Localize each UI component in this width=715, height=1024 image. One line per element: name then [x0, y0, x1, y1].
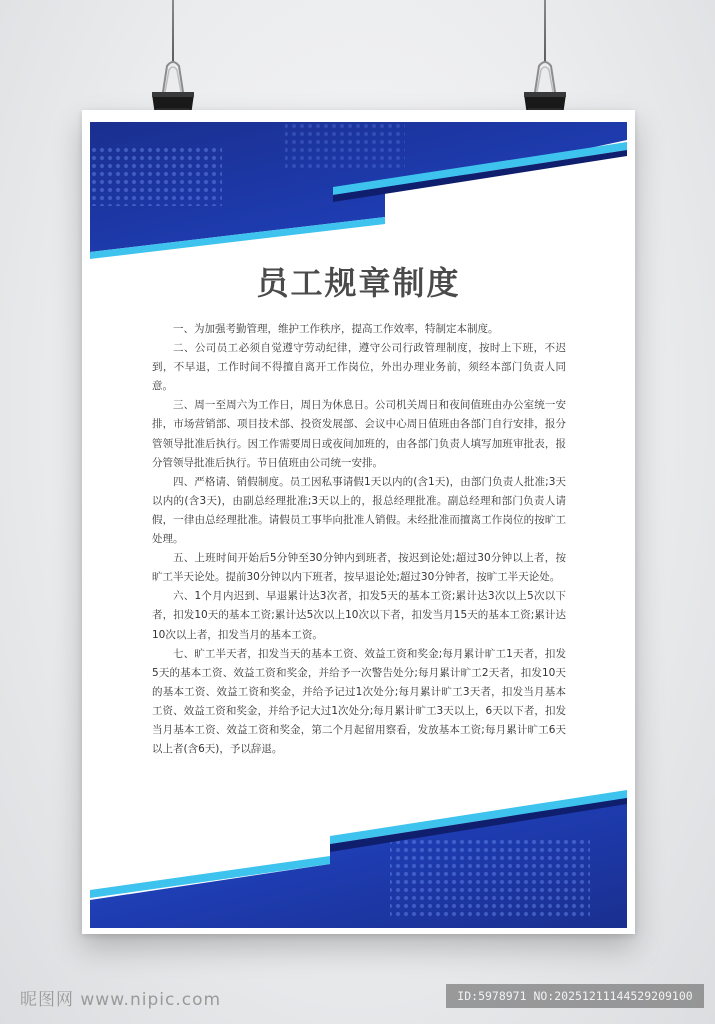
- rule-paragraph-5: 五、上班时间开始后5分钟至30分钟内到班者，按迟到论处;超过30分钟以上者，按旷工半天论处。提前30分钟以内下班者，按早退论处;超过30分钟者，按旷工半天论处。: [152, 552, 566, 584]
- rule-paragraph-7: 七、旷工半天者，扣发当天的基本工资、效益工资和奖金;每月累计旷工1天者，扣发5天的基本工资、效益工资和奖金，并给予一次警告处分;每月累计旷工2天者，扣发10天的基本工资、效益工资和奖金，并给予记过1次处分;每月累计旷工3天者，扣发当月基本工资、效益工资和奖金，并给予记大过1次处分;每月累计旷工3天以上，6天以下者，扣发当月基本工资、效益工资和奖金，第二个月起留用察看，发放基本工资;每月累计旷工6天以上者(含6天)，予以辞退。: [152, 647, 566, 756]
- rule-paragraph-3: 三、周一至周六为工作日，周日为休息日。公司机关周日和夜间值班由办公室统一安排，市场营销部、项目技术部、投资发展部、会议中心周日值班由各部门自行安排，报分管领导批准后执行。因工作需要周日或夜间加班的，由各部门负责人填写加班审批表，报分管领导批准后执行。节日值班由公司统一安排。: [152, 399, 566, 469]
- image-id-watermark: ID:5978971 NO:20251211144529209100: [446, 984, 704, 1008]
- rule-paragraph-4: 四、严格请、销假制度。员工因私事请假1天以内的(含1天)，由部门负责人批准;3天以内的(含3天)，由副总经理批准;3天以上的，报总经理批准。副总经理和部门负责人请假，一律由总经理批准。请假员工事毕向批准人销假。未经批准而擅离工作岗位的按旷工处理。: [152, 475, 566, 546]
- rule-paragraph-2: 二、公司员工必须自觉遵守劳动纪律，遵守公司行政管理制度，按时上下班，不迟到，不早退，工作时间不得擅自离开工作岗位，外出办理业务前，须经本部门负责人同意。: [152, 342, 566, 393]
- rules-body: [152, 320, 566, 759]
- poster-top-decoration: [90, 122, 627, 262]
- rule-paragraph-1: 一、为加强考勤管理，维护工作秩序，提高工作效率，特制定本制度。: [173, 323, 499, 335]
- hanging-wire-left: [172, 0, 174, 62]
- rule-paragraph-6: 六、1个月内迟到、早退累计达3次者，扣发5天的基本工资;累计达3次以上5次以下者，扣发10天的基本工资;累计达5次以上10次以下者，扣发当月15天的基本工资;累计达10次以上者，扣发当月的基本工资。: [152, 590, 566, 641]
- poster-title: 员工规章制度: [256, 264, 461, 302]
- poster-bottom-decoration: [90, 790, 627, 928]
- hanging-wire-right: [544, 0, 546, 62]
- poster: [82, 110, 635, 934]
- site-watermark: 昵图网 www.nipic.com: [20, 990, 222, 1010]
